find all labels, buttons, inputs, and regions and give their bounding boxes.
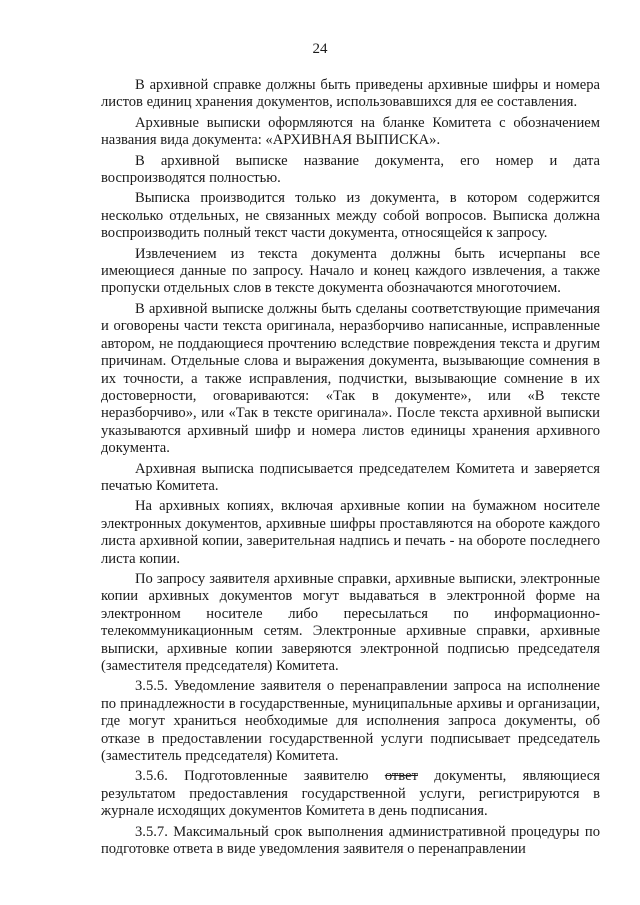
paragraph-extract-scope: Выписка производится только из документа, в котором содержится несколько отдельных, не связанных между собой вопросов. Выписка должна воспроизводить полный текст части документа, относящейся к запросу. xyxy=(101,190,600,242)
paragraph-3-5-7: 3.5.7. Максимальный срок выполнения административной процедуры по подготовке ответа в виде уведомления заявителя о перенаправлении xyxy=(101,823,600,858)
paragraph-notes: В архивной выписке должны быть сделаны соответствующие примечания и оговорены части текста оригинала, неразборчиво написанные, исправленные автором, не поддающиеся прочтению вследствие повреждения текста и другим причинам. Отдельные слова и выражения документа, вызывающие сомнения в их точности, а также исправления, подчистки, вызывающие сомнение в их достоверности, оговариваются: «Так в документе», или «В тексте неразборчиво», или «Так в тексте оригинала». После текста архивной выписки указываются архивный шифр и номера листов единицы хранения архивного документа. xyxy=(101,300,600,457)
page-number: 24 xyxy=(312,41,328,57)
text-segment: документы, являющиеся результатом предоставления государственной услуги, регистрируются в журнале исходящих документов Комитета в день подписания. xyxy=(101,768,600,820)
paragraph-3-5-6 xyxy=(101,768,600,820)
paragraph-extraction: Извлечением из текста документа должны быть исчерпаны все имеющиеся данные по запросу. Начало и конец каждого извлечения, а также пропуски отдельных слов в тексте документа обозначаются многоточием. xyxy=(101,245,600,297)
paragraph-signature: Архивная выписка подписывается председателем Комитета и заверяется печатью Комитета. xyxy=(101,460,600,494)
text-segment: 3.5.6. Подготовленные заявителю xyxy=(135,768,385,785)
paragraph-extract-title: В архивной выписке название документа, его номер и дата воспроизводятся полностью. xyxy=(101,152,600,187)
paragraph-archival-ciphers: В архивной справке должны быть приведены архивные шифры и номера листов единиц хранения документов, использовавшихся для ее составления. xyxy=(101,77,600,111)
document-body xyxy=(101,77,600,858)
struck-word: ответ xyxy=(384,768,418,785)
paragraph-extract-form: Архивные выписки оформляются на бланке Комитета с обозначением названия вида документа: «АРХИВНАЯ ВЫПИСКА». xyxy=(101,114,600,149)
paragraph-copies: На архивных копиях, включая архивные копии на бумажном носителе электронных документов, архивные шифры проставляются на обороте каждого листа архивной копии, заверительная надпись и печать - на обороте последнего листа копии. xyxy=(101,498,600,567)
paragraph-electronic: По запросу заявителя архивные справки, архивные выписки, электронные копии архивных документов могут выдаваться в электронной форме на электронном носителе либо пересылаться по информационно-телекоммуникационным сетям. Электронные архивные справки, архивные выписки, архивные копии заверяются электронной подписью председателя (заместителя председателя) Комитета. xyxy=(101,570,600,674)
paragraph-3-5-5: 3.5.5. Уведомление заявителя о перенаправлении запроса на исполнение по принадлежности в государственные, муниципальные архивы и организации, где могут храниться необходимые для исполнения запроса документы, об отказе в предоставлении государственной услуги подписывает председатель (заместитель председателя) Комитета. xyxy=(101,678,600,765)
